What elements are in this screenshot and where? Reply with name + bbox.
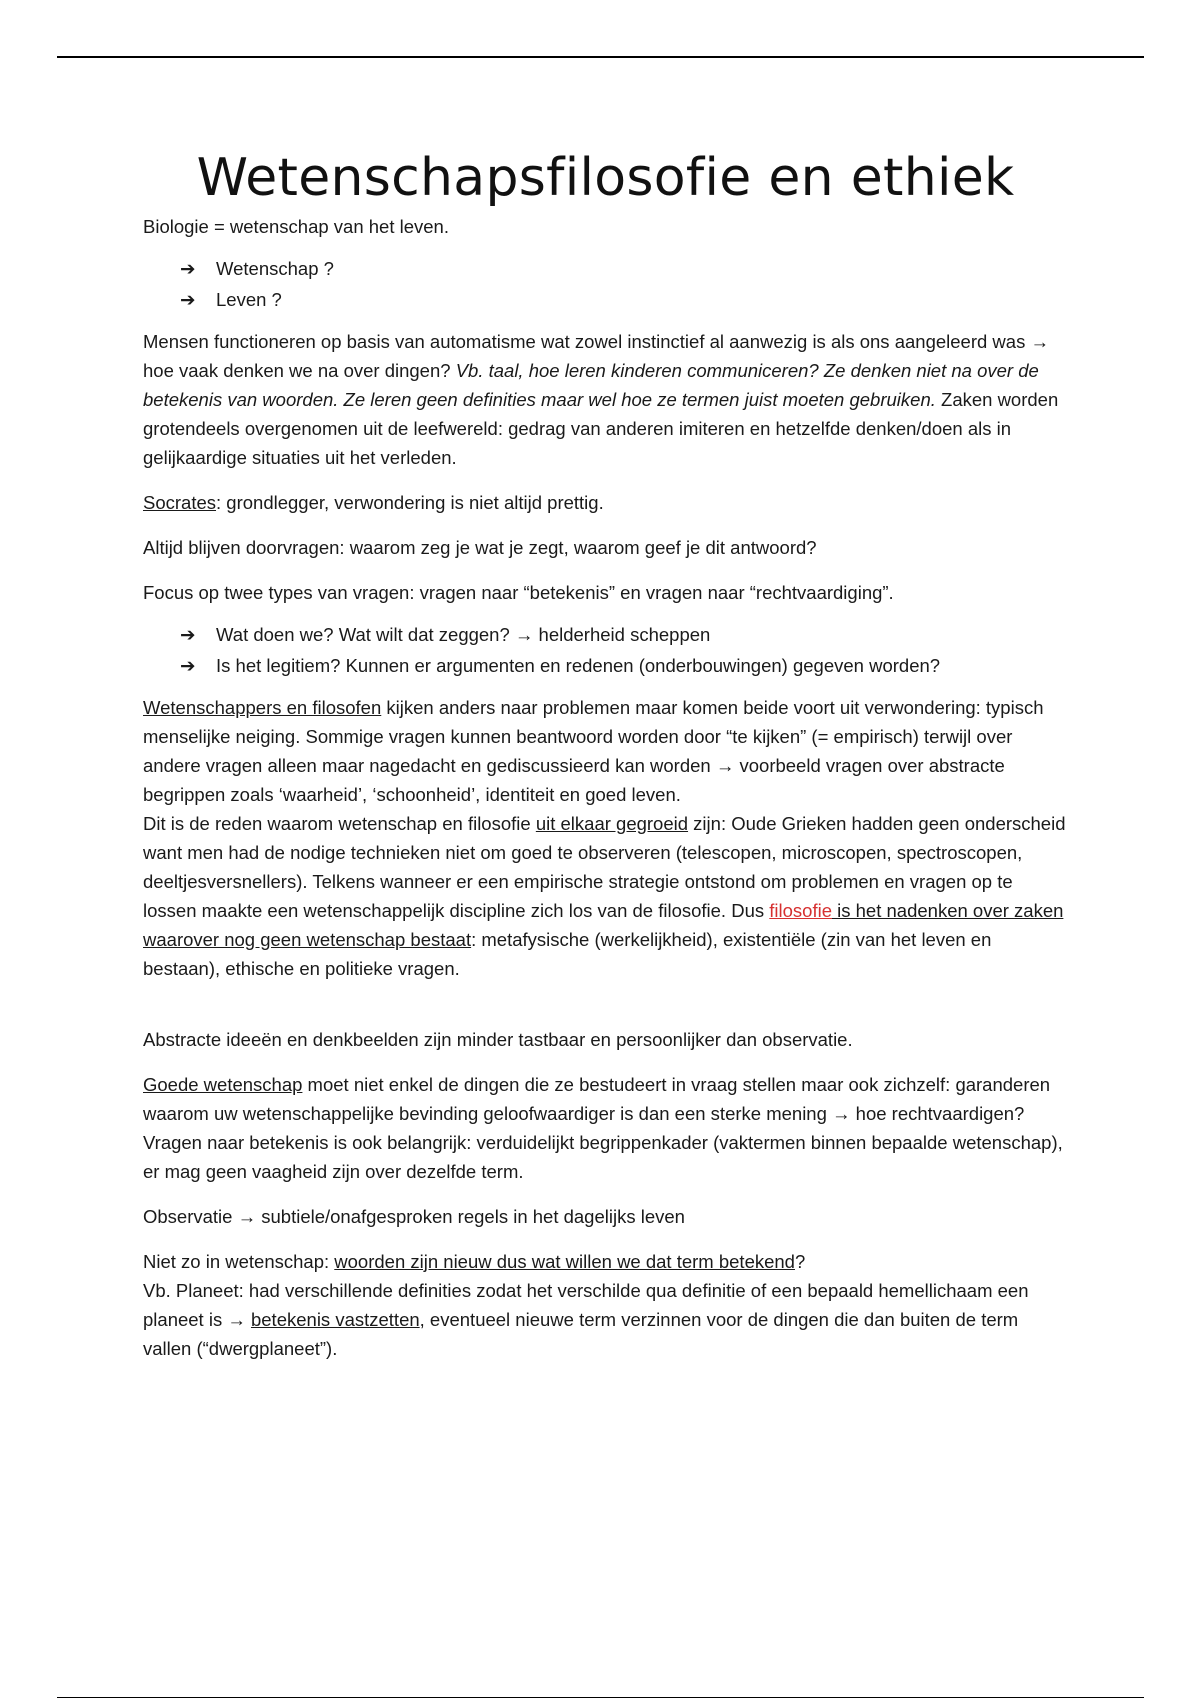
- arrow-bullet-icon: ➔: [180, 624, 196, 645]
- list-item: ➔ Leven ?: [180, 284, 1068, 315]
- highlight-filosofie: filosofie: [769, 900, 832, 921]
- page-title: Wetenschapsfilosofie en ethiek: [196, 148, 1015, 208]
- paragraph-wetenschappers: Wetenschappers en filosofen kijken anders naar problemen maar komen beide voort uit verwondering: typisch menselijke neiging. Sommige vragen kunnen beantwoord worden door “te kijken” (= empirisch) terwijl over andere vragen alleen maar nagedacht en gediscussieerd kan worden → voorbeeld vragen over abstracte begrippen zoals ‘waarheid’, ‘schoonheid’, identiteit en goed leven.: [143, 697, 1044, 805]
- list-item: ➔ Wetenschap ?: [180, 253, 1068, 284]
- header-rule: [57, 56, 1144, 58]
- paragraph-goede-wetenschap: Goede wetenschap moet niet enkel de dingen die ze bestudeert in vraag stellen maar ook zichzelf: garanderen waarom uw wetenschappelijke bevinding geloofwaardiger is dan een sterke mening → hoe rechtvaardigen? Vragen naar betekenis is ook belangrijk: verduidelijkt begrippenkader (vaktermen binnen bepaalde wetenschap), er mag geen vaagheid zijn over dezelfde term.: [143, 1074, 1063, 1182]
- arrow-bullet-icon: ➔: [180, 258, 196, 279]
- question-list: [143, 253, 1068, 315]
- paragraph-observatie: Observatie → subtiele/onafgesproken regels in het dagelijks leven: [143, 1206, 685, 1227]
- paragraph-niet-zo: Niet zo in wetenschap: woorden zijn nieuw dus wat willen we dat term betekend?: [143, 1251, 806, 1272]
- list-item: ➔ Wat doen we? Wat wilt dat zeggen? → helderheid scheppen: [180, 619, 1068, 650]
- arrow-bullet-icon: ➔: [180, 289, 196, 310]
- paragraph-reden: Dit is de reden waarom wetenschap en filosofie uit elkaar gegroeid zijn: Oude Grieken hadden geen onderscheid want men had de nodige technieken niet om goed te observeren (telescopen, microscopen, spectroscopen, deeltjesversnellers). Telkens wanneer er een empirische strategie ontstond om problemen en vragen op te lossen maakte een wetenschappelijk discipline zich los van de filosofie. Dus filosofie is het nadenken over zaken waarover nog geen wetenschap bestaat: metafysische (werkelijkheid), existentiële (zin van het leven en bestaan), ethische en politieke vragen.: [143, 813, 1066, 979]
- paragraph-planeet: Vb. Planeet: had verschillende definities zodat het verschilde qua definitie of een bepaald hemellichaam een planeet is → betekenis vastzetten, eventueel nieuwe term verzinnen voor de dingen die dan buiten de term vallen (“dwergplaneet”).: [143, 1280, 1029, 1359]
- paragraph-socrates: Socrates: grondlegger, verwondering is niet altijd prettig.: [143, 492, 604, 513]
- paragraph-abstract: Abstracte ideeën en denkbeelden zijn minder tastbaar en persoonlijker dan observatie.: [143, 1029, 853, 1050]
- document-body: [143, 130, 1068, 1379]
- paragraph-altijd: Altijd blijven doorvragen: waarom zeg je wat je zegt, waarom geef je dit antwoord?: [143, 537, 817, 558]
- paragraph-focus: Focus op twee types van vragen: vragen naar “betekenis” en vragen naar “rechtvaardiging”.: [143, 582, 894, 603]
- focus-list: [143, 619, 1068, 681]
- list-item: ➔ Is het legitiem? Kunnen er argumenten en redenen (onderbouwingen) gegeven worden?: [180, 650, 1068, 681]
- footer-rule: [57, 1697, 1144, 1698]
- arrow-bullet-icon: ➔: [180, 655, 196, 676]
- paragraph-intro: Biologie = wetenschap van het leven.: [143, 216, 449, 237]
- paragraph-mensen: Mensen functioneren op basis van automatisme wat zowel instinctief al aanwezig is als ons aangeleerd was → hoe vaak denken we na over dingen? Vb. taal, hoe leren kinderen communiceren? Ze denken niet na over de betekenis van woorden. Ze leren geen definities maar wel hoe ze termen juist moeten gebruiken. Zaken worden grotendeels overgenomen uit de leefwereld: gedrag van anderen imiteren en hetzelfde denken/doen als in gelijkaardige situaties uit het verleden.: [143, 331, 1059, 468]
